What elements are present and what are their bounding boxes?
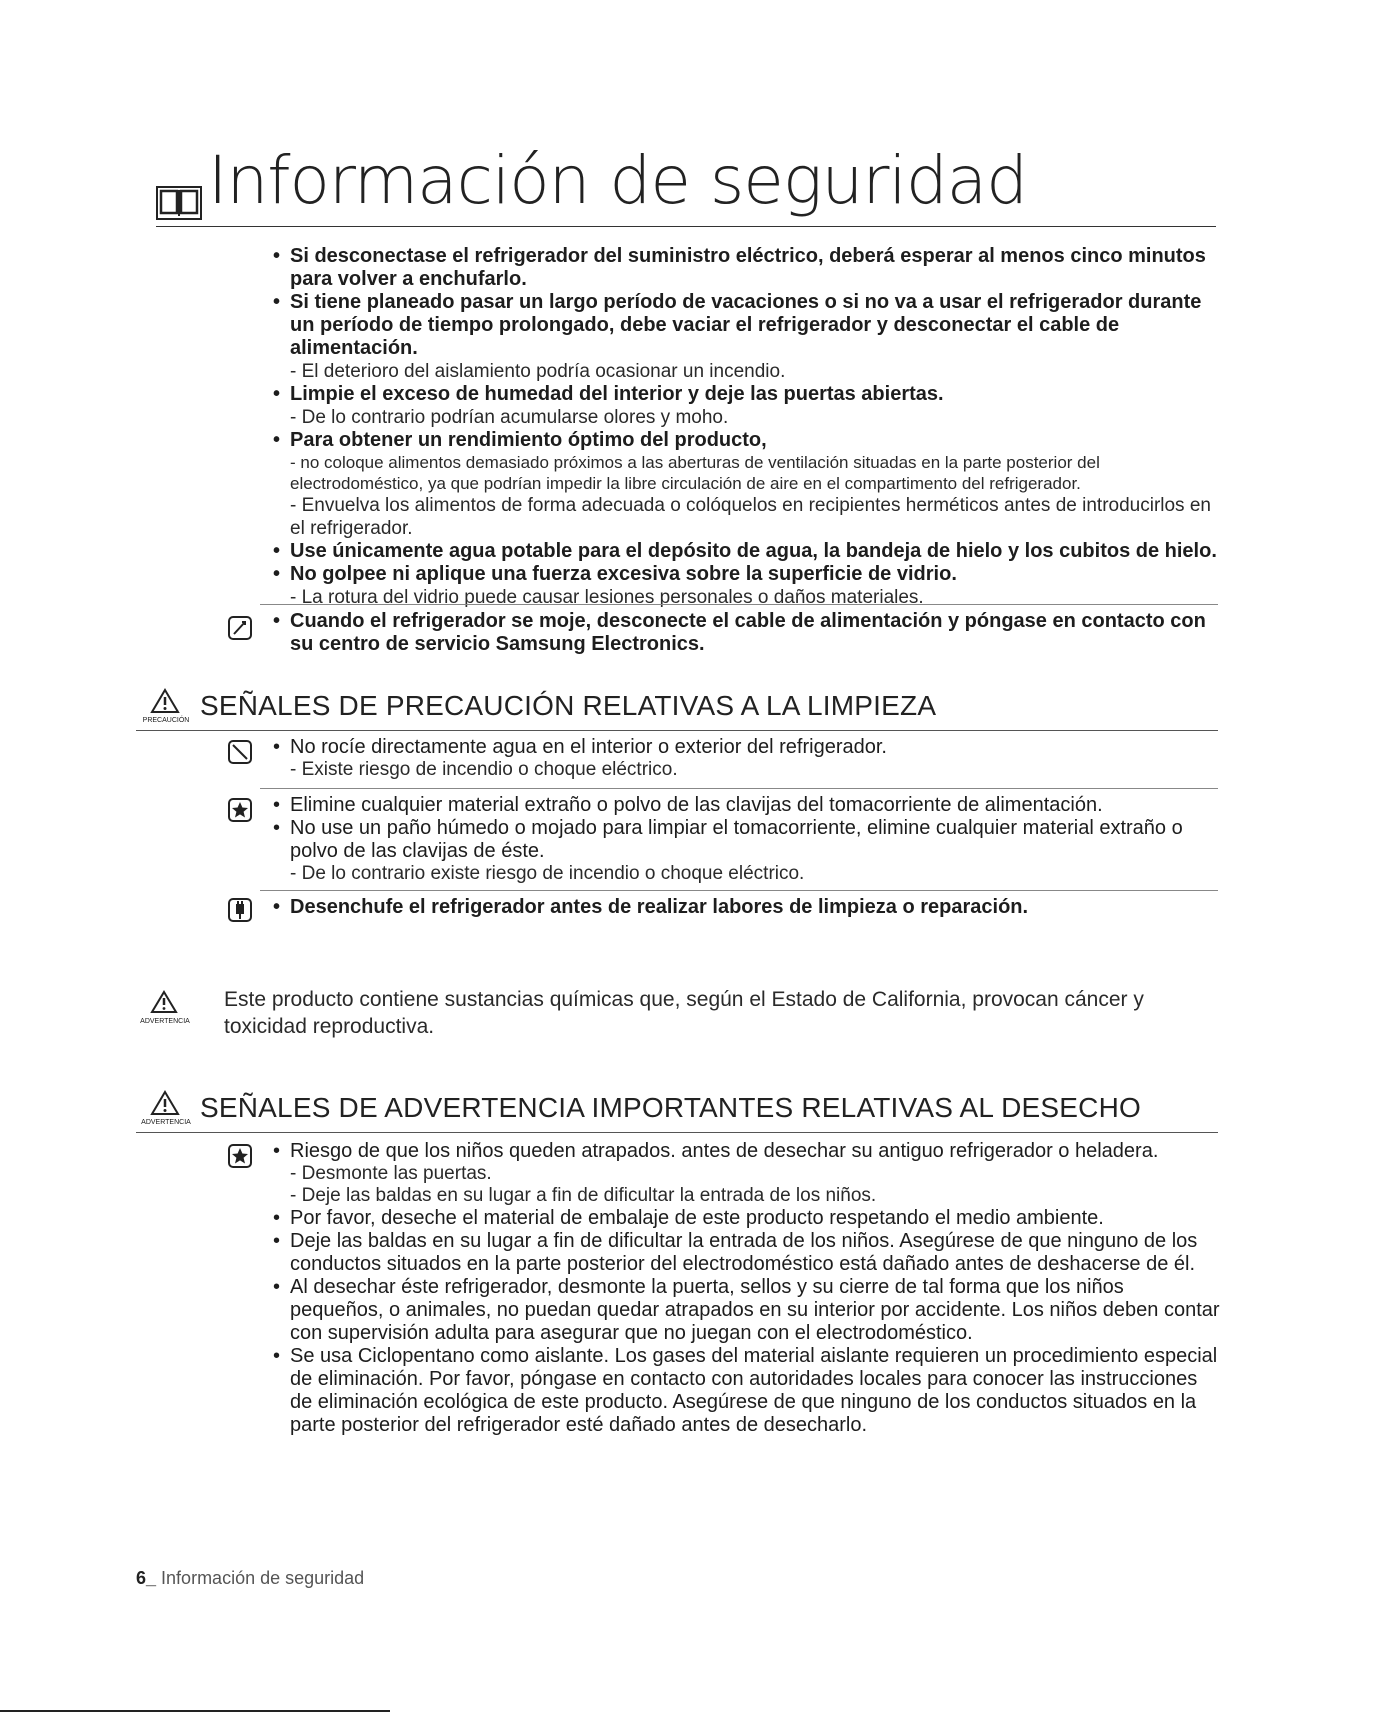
list-subitem: - De lo contrario existe riesgo de incendio o choque eléctrico. — [290, 863, 805, 884]
list-item: • No golpee ni aplique una fuerza excesiva sobre la superficie de vidrio. - La rotura del vidrio puede causar lesiones personales o daños materiales. — [270, 563, 1220, 609]
list-item: • Limpie el exceso de humedad del interior y deje las puertas abiertas. - De lo contrario podrían acumularse olores y moho. — [270, 383, 1220, 429]
page-header — [156, 142, 1216, 227]
list-subitem: - El deterioro del aislamiento podría ocasionar un incendio. — [290, 361, 786, 382]
list-item: • No rocíe directamente agua en el interior o exterior del refrigerador. — [270, 736, 1220, 759]
page-title: Información de seguridad — [208, 142, 1028, 219]
disposal-section-title: SEÑALES DE ADVERTENCIA IMPORTANTES RELATIVAS AL DESECHO — [200, 1092, 1141, 1123]
warning-text: Este producto contiene sustancias químicas que, según el Estado de California, provocan cáncer y toxicidad reproductiva. — [224, 988, 1144, 1038]
caution-triangle-icon — [150, 688, 180, 714]
list-item: • Riesgo de que los niños queden atrapados. antes de desechar su antiguo refrigerador o heladera. — [270, 1140, 1220, 1163]
warning-label: ADVERTENCIA — [141, 1119, 191, 1126]
wet-hand-icon — [228, 616, 252, 640]
page-number: 6_ — [136, 1568, 157, 1588]
cleaning-section-title: SEÑALES DE PRECAUCIÓN RELATIVAS A LA LIMPIEZA — [200, 690, 937, 721]
list-subitem: - Existe riesgo de incendio o choque eléctrico. — [290, 759, 678, 780]
list-subitem: - La rotura del vidrio puede causar lesiones personales o daños materiales. — [290, 587, 924, 608]
warning-triangle-icon — [150, 990, 178, 1014]
list-item: • Desenchufe el refrigerador antes de realizar labores de limpieza o reparación. — [270, 896, 1220, 919]
contact-note — [270, 610, 1220, 656]
list-subitem: - Envuelva los alimentos de forma adecuada o colóquelos en recipientes herméticos antes de introducirlos en el refrigerador. — [290, 495, 1211, 539]
list-item: • Si tiene planeado pasar un largo período de vacaciones o si no va a usar el refrigerador durante un período de tiempo prolongado, debe vaciar el refrigerador y desconectar el cable de alimentación. - El deterioro del aislamiento podría ocasionar un incendio. — [270, 291, 1220, 383]
list-item: • Al desechar éste refrigerador, desmonte la puerta, sellos y su cierre de tal forma que los niños pequeños, o animales, no puedan quedar atrapados en su interior por accidente. Los niños deben contar con supervisión adulta para asegurar que no juegan con el electrodoméstico. — [270, 1276, 1220, 1345]
disposal-list — [270, 1140, 1220, 1437]
list-item: • No use un paño húmedo o mojado para limpiar el tomacorriente, elimine cualquier material extraño o polvo de las clavijas de éste. — [270, 817, 1220, 863]
divider — [260, 604, 1218, 605]
divider — [260, 890, 1218, 891]
cleaning-section-header — [136, 686, 1218, 731]
warning-triangle-icon — [150, 1090, 180, 1116]
list-subitem: - no coloque alimentos demasiado próximos a las aberturas de ventilación situadas en la parte posterior del electrodoméstico, ya que podrían impedir la libre circulación de aire en el compartimento del refrigerador. — [290, 453, 1100, 493]
list-subitem: - De lo contrario podrían acumularse olores y moho. — [290, 407, 729, 428]
book-icon — [156, 186, 202, 220]
important-star-icon — [228, 1144, 252, 1168]
list-subitem: - Deje las baldas en su lugar a fin de dificultar la entrada de los niños. — [290, 1185, 877, 1206]
list-item: • Se usa Ciclopentano como aislante. Los gases del material aislante requieren un procedimiento especial de eliminación. Por favor, póngase en contacto con autoridades locales para conocer las instrucciones de eliminación ecológica de este producto. Asegúrese de que ninguno de los conductos situados en la parte posterior del refrigerador esté dañado antes de desecharlo. — [270, 1345, 1220, 1437]
footer-label: Información de seguridad — [161, 1568, 365, 1588]
disposal-section-header — [136, 1088, 1218, 1133]
caution-label: PRECAUCIÓN — [142, 717, 190, 724]
general-list — [270, 245, 1220, 609]
list-item: • Use únicamente agua potable para el depósito de agua, la bandeja de hielo y los cubitos de hielo. — [270, 540, 1220, 563]
list-item: • Deje las baldas en su lugar a fin de dificultar la entrada de los niños. Asegúrese de que ninguno de los conductos situados en la parte posterior del electrodoméstico está dañado antes de deshacerse de él. — [270, 1230, 1220, 1276]
list-item: • Elimine cualquier material extraño o polvo de las clavijas del tomacorriente de alimentación. — [270, 794, 1220, 817]
list-item: • Por favor, deseche el material de embalaje de este producto respetando el medio ambiente. — [270, 1207, 1220, 1230]
cleaning-group-3 — [270, 896, 1220, 919]
divider — [260, 788, 1218, 789]
contact-note-text: • Cuando el refrigerador se moje, desconecte el cable de alimentación y póngase en contacto con su centro de servicio Samsung Electronics. — [270, 610, 1220, 656]
unplug-icon — [228, 898, 252, 922]
bottom-divider — [0, 1710, 390, 1712]
list-item: • Si desconectase el refrigerador del suministro eléctrico, deberá esperar al menos cinco minutos para volver a enchufarlo. — [270, 245, 1220, 291]
cleaning-group-1 — [270, 736, 1220, 781]
list-subitem: - Desmonte las puertas. — [290, 1163, 492, 1184]
warning-label: ADVERTENCIA — [140, 1018, 190, 1025]
important-star-icon — [228, 798, 252, 822]
list-item: • Para obtener un rendimiento óptimo del producto, - no coloque alimentos demasiado próximos a las aberturas de ventilación situadas en la parte posterior del electrodoméstico, ya que podrían impedir la libre circulación de aire en el compartimento del refrigerador. - Envuelva los alimentos de forma adecuada o colóquelos en recipientes herméticos antes de introducirlos en el refrigerador. — [270, 429, 1220, 540]
cleaning-group-2 — [270, 794, 1220, 885]
page-footer — [136, 1568, 364, 1589]
no-spray-icon — [228, 740, 252, 764]
